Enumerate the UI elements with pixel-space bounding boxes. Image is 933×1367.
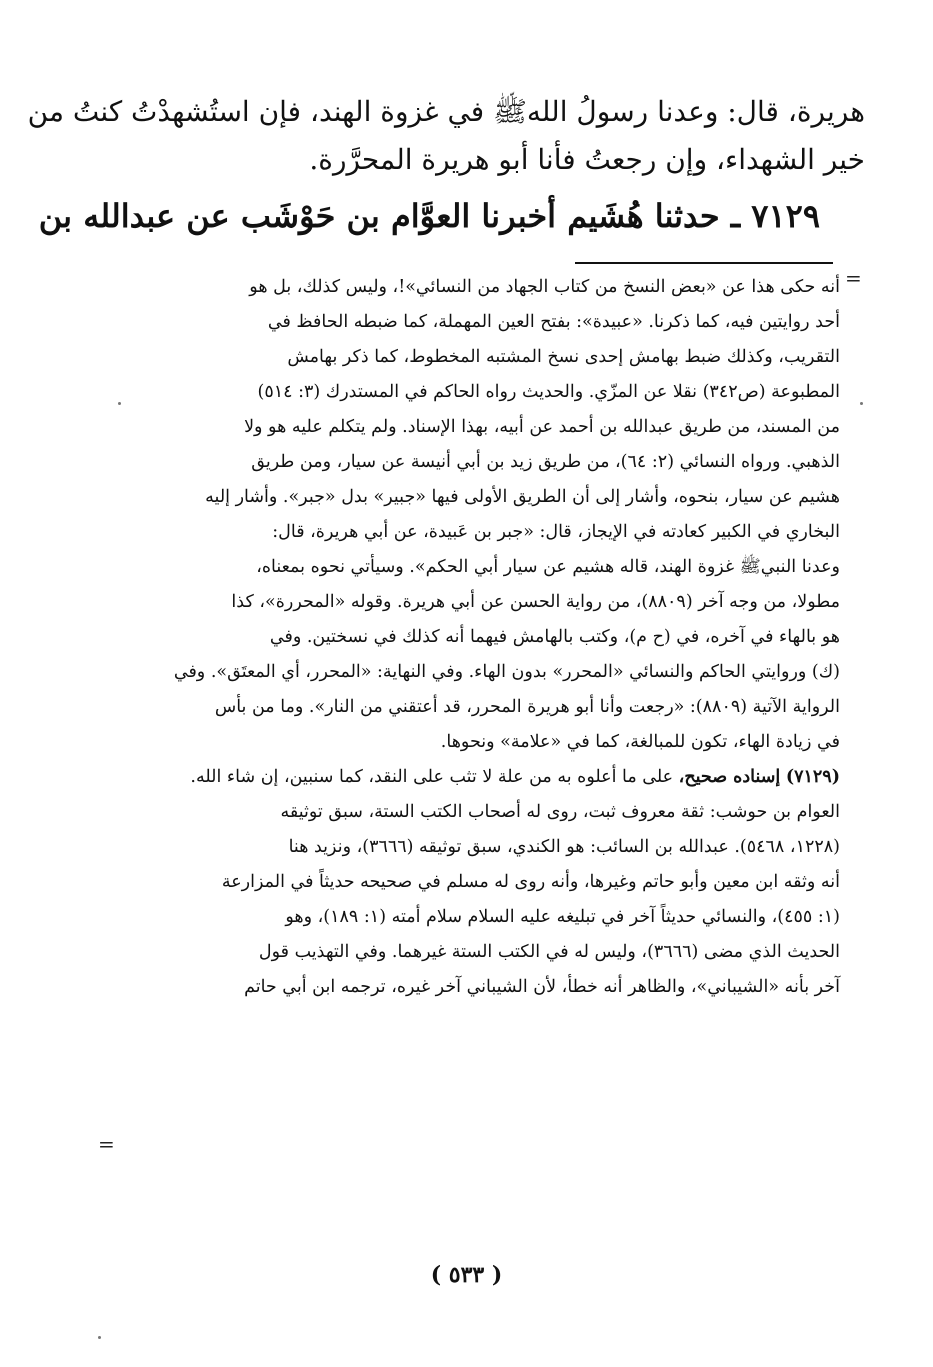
- speck: [118, 402, 121, 405]
- footnote-number: (٧١٢٩): [785, 767, 840, 787]
- footnote-line: التقريب، وكذلك ضبط بهامش إحدى نسخ المشتبه المخطوط، كما ذكر بهامش: [287, 347, 840, 367]
- footnote-heading: إسناده صحيح،: [678, 767, 781, 787]
- page-number: ( ٥٣٣ ): [430, 1262, 503, 1288]
- main-text: [27, 88, 865, 184]
- footnote-line: الحديث الذي مضى (٣٦٦٦)، وليس له في الكتب الستة غيرهما. وفي التهذيب قول: [258, 942, 840, 962]
- footnote-divider: [575, 262, 833, 264]
- speck: [860, 402, 863, 405]
- hadith-opening: حدثنا: [654, 197, 720, 235]
- main-text-line: خير الشهداء، وإن رجعتُ فأنا أبو هريرة المحرَّرة.: [309, 143, 865, 176]
- footnote-line: الرواية الآتية (٨٨٠٩): «رجعت وأنا أبو هريرة المحرر، قد أعتقني من النار». وما من بأس: [214, 697, 840, 717]
- speck: [98, 1336, 101, 1339]
- footnote-line: أنه وثقه ابن معين وأبو حاتم وغيرها، وأنه روى له مسلم في صحيحه حديثاً في المزارعة: [221, 872, 840, 892]
- footnote-line: أنه حكى هذا عن «بعض النسخ من كتاب الجهاد من النسائي»!، وليس كذلك، بل هو: [249, 277, 840, 297]
- footnote-first-line-text: على ما أعلوه به من علة لا تثب على النقد، كما سنبين، إن شاء الله.: [190, 767, 679, 787]
- hadith-heading: [38, 190, 820, 242]
- footnote-line: (١: ٤٥٥)، والنسائي حديثاً آخر في تبليغه عليه السلام سلام أمته (١: ١٨٩)، وهو: [285, 907, 840, 927]
- footnote-line: أحد روايتين فيه، كما ذكرنا. «عبيدة»: بفتح العين المهملة، كما ضبطه الحافظ في: [267, 312, 840, 332]
- footnote-line: البخاري في الكبير كعادته في الإيجاز، قال: «جبر بن عَبيدة، عن أبي هريرة، قال:: [272, 522, 840, 542]
- continuation-mark-top: =: [845, 266, 862, 290]
- footnote-line: وعدنا النبيﷺ غزوة الهند، قاله هشيم عن سيار أبي الحكم». وسيأتي نحوه بمعناه،: [256, 557, 840, 577]
- footnote-line: هشيم عن سيار، بنحوه، وأشار إلى أن الطريق الأولى فيها «جبير» بدل «جبر». وأشار إليه: [205, 487, 840, 507]
- footnote-line: (ك) وروايتي الحاكم والنسائي «المحرر» بدون الهاء. وفي النهاية: «المحرر، أي المعتَق». وفي: [173, 662, 840, 682]
- footnote-line: العوام بن حوشب: ثقة معروف ثبت، روى له أصحاب الكتب الستة، سبق توثيقه: [280, 802, 840, 822]
- hadith-number: ٧١٢٩: [751, 197, 820, 235]
- hadith-separator: ـ: [730, 197, 741, 235]
- footnote-line: المطبوعة (ص٣٤٢) نقلا عن المزّي. والحديث رواه الحاكم في المستدرك (٣: ٥١٤): [257, 382, 840, 402]
- main-text-line: هريرة، قال: وعدنا رسولُ اللهﷺ في غزوة الهند، فإن استُشهدْتُ كنتُ من: [27, 95, 865, 128]
- footnote-line: الذهبي. ورواه النسائي (٢: ٦٤)، من طريق زيد بن أبي أنيسة عن سيار، ومن طريق: [251, 452, 840, 472]
- footnote-first-line: [125, 760, 840, 795]
- footnote-line: (١٢٢٨، ٥٤٦٨). عبدالله بن السائب: هو الكندي، سبق توثيقه (٣٦٦٦)، ونزيد هنا: [288, 837, 840, 857]
- footnote-line: في زيادة الهاء، تكون للمبالغة، كما في «علامة» ونحوها.: [440, 732, 840, 752]
- footnote-line: آخر بأنه «الشيباني»، والظاهر أنه خطأ، لأن الشيباني آخر غيره، ترجمه ابن أبي حاتم: [244, 977, 840, 997]
- hadith-text: هُشَيم أخبرنا العوَّام بن حَوْشَب عن عبدالله بن: [38, 197, 644, 235]
- footnotes: [125, 270, 840, 1005]
- footnote-line: هو بالهاء في آخره، في (ح م)، وكتب بالهامش فيهما أنه كذلك في نسختين. وفي: [269, 627, 840, 647]
- footnote-line: مطولا، من وجه آخر (٨٨٠٩)، من رواية الحسن عن أبي هريرة. وقوله «المحررة»، كذا: [231, 592, 840, 612]
- continuation-mark-bottom: =: [98, 1132, 115, 1156]
- footnote-line: من المسند، من طريق عبدالله بن أحمد عن أبيه، بهذا الإسناد. ولم يتكلم عليه هو ولا: [244, 417, 840, 437]
